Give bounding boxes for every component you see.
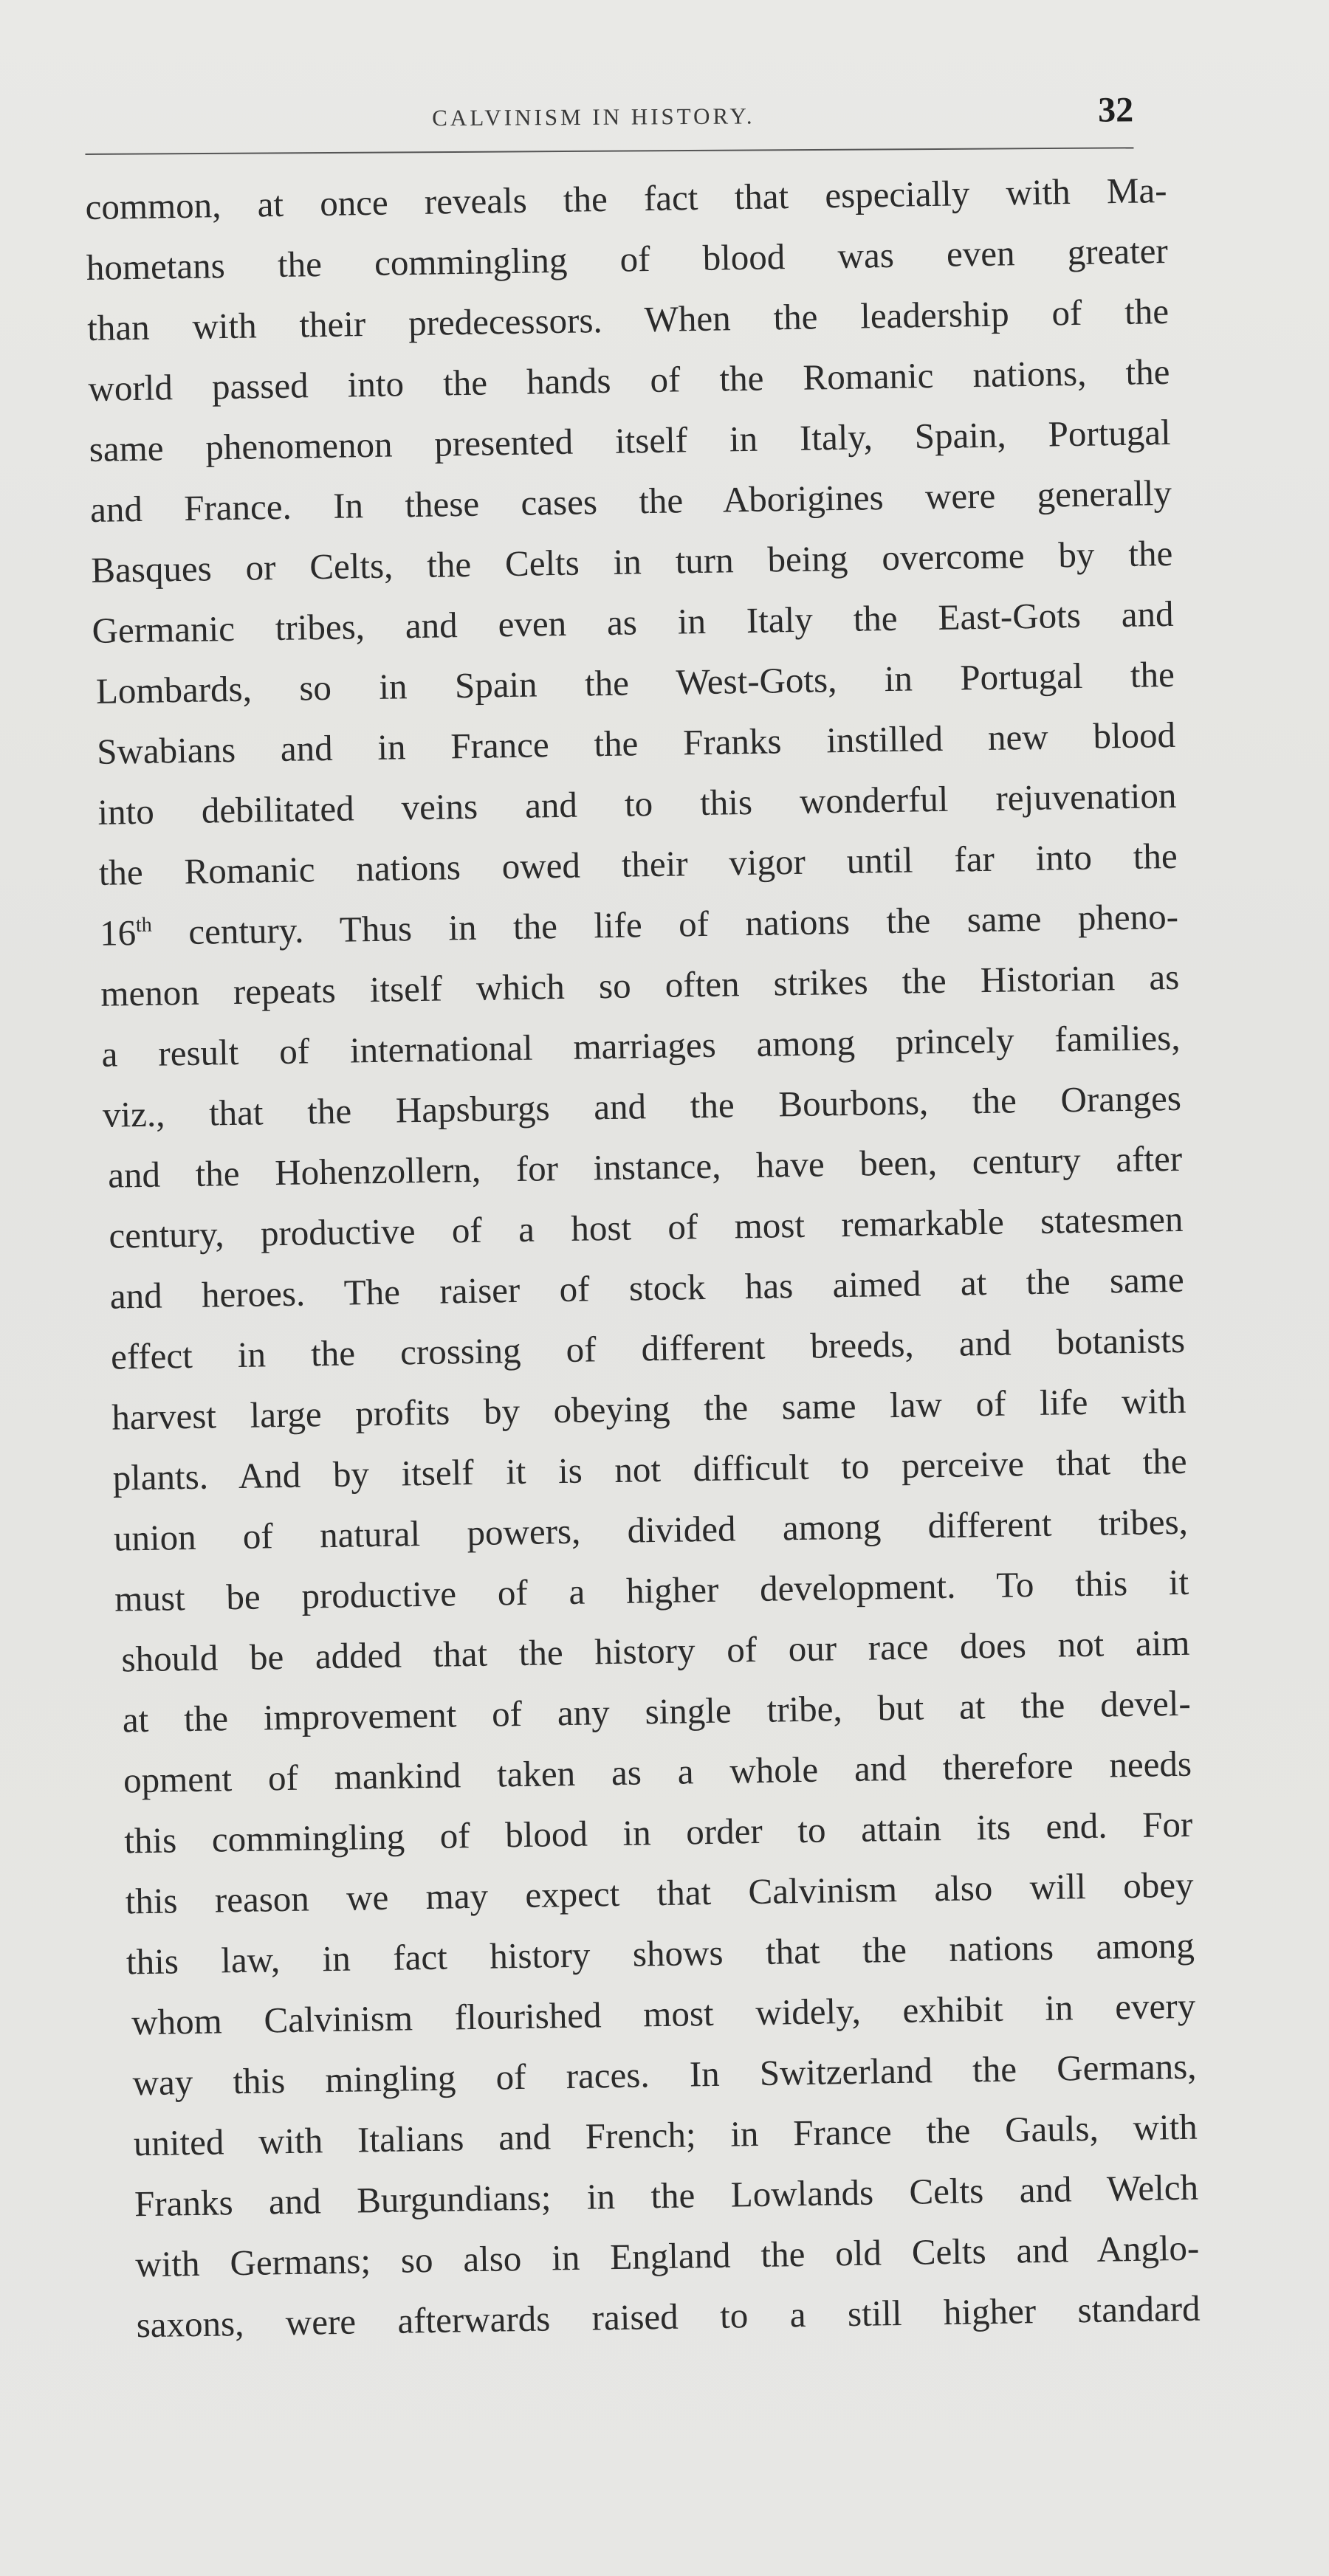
text-line: hometans the commingling of blood was even greater <box>86 230 1169 288</box>
running-title: CALVINISM IN HISTORY. <box>432 103 755 131</box>
text-line: century, productive of a host of most remarkable statesmen <box>109 1198 1184 1256</box>
text-line: united with Italians and French; in France the Gauls, with <box>133 2106 1198 2164</box>
text-line: Franks and Burgundians; in the Lowlands Celts and Welch <box>134 2166 1199 2225</box>
line-remainder: century. Thus in the life of nations the same pheno- <box>151 895 1179 953</box>
text-line: with Germans; so also in England the old Celts and Anglo- <box>134 2227 1200 2285</box>
text-line: than with their predecessors. When the leadership of the <box>86 290 1170 348</box>
text-line: this law, in fact history shows that the nations among <box>126 1924 1195 1983</box>
text-line: menon repeats itself which so often strikes the Historian as <box>100 956 1180 1014</box>
text-line: Swabians and in France the Franks instilled new blood <box>96 714 1176 772</box>
text-line: world passed into the hands of the Romanic nations, the <box>88 351 1170 409</box>
text-line: common, at once reveals the fact that especially with Ma- <box>85 169 1167 227</box>
text-line: opment of mankind taken as a whole and therefore needs <box>123 1743 1192 1801</box>
text-line: the Romanic nations owed their vigor until far into the <box>98 835 1178 893</box>
text-line: this commingling of blood in order to attain its end. For <box>123 1803 1193 1862</box>
text-line: this reason we may expect that Calvinism also will obey <box>125 1864 1194 1922</box>
text-line: a result of international marriages among princely families, <box>101 1016 1181 1075</box>
header-rule <box>85 147 1133 155</box>
ordinal-superscript: th <box>135 913 152 937</box>
text-line: harvest large profits by obeying the same law of life with <box>111 1380 1187 1438</box>
body-text <box>85 160 1201 2356</box>
text-line: and France. In these cases the Aborigines were generally <box>89 472 1172 530</box>
text-line: union of natural powers, divided among different tribes, <box>113 1501 1189 1559</box>
text-line: Germanic tribes, and even as in Italy the East-Gots and <box>92 593 1174 651</box>
text-line: at the improvement of any single tribe, but at the devel- <box>122 1682 1192 1740</box>
text-line: viz., that the Hapsburgs and the Bourbons, the Oranges <box>102 1077 1182 1135</box>
text-line: and heroes. The raiser of stock has aimed at the same <box>109 1258 1185 1317</box>
text-line: Lombards, so in Spain the West-Gots, in Portugal the <box>95 653 1175 712</box>
century-number: 16 <box>99 912 137 954</box>
text-line: and the Hohenzollern, for instance, have been, century after <box>107 1137 1183 1196</box>
text-line: Basques or Celts, the Celts in turn being overcome by the <box>90 532 1173 590</box>
text-line: plants. And by itself it is not difficult to perceive that the <box>112 1440 1187 1498</box>
text-line: should be added that the history of our race does not aim <box>121 1622 1190 1680</box>
text-line: whom Calvinism flourished most widely, exhibit in every <box>131 1985 1196 2043</box>
page-header <box>85 89 1133 155</box>
text-line: into debilitated veins and to this wonderful rejuvenation <box>97 774 1177 833</box>
text-line: effect in the crossing of different breeds, and botanists <box>110 1319 1186 1377</box>
page-number: 32 <box>1097 90 1134 130</box>
text-line: same phenomenon presented itself in Italy, Spain, Portugal <box>89 411 1172 469</box>
text-line: way this mingling of races. In Switzerland the Germans, <box>132 2045 1197 2104</box>
text-line: saxons, were afterwards raised to a still higher standard <box>136 2287 1201 2346</box>
text-line: must be productive of a higher development. To this it <box>114 1561 1189 1619</box>
